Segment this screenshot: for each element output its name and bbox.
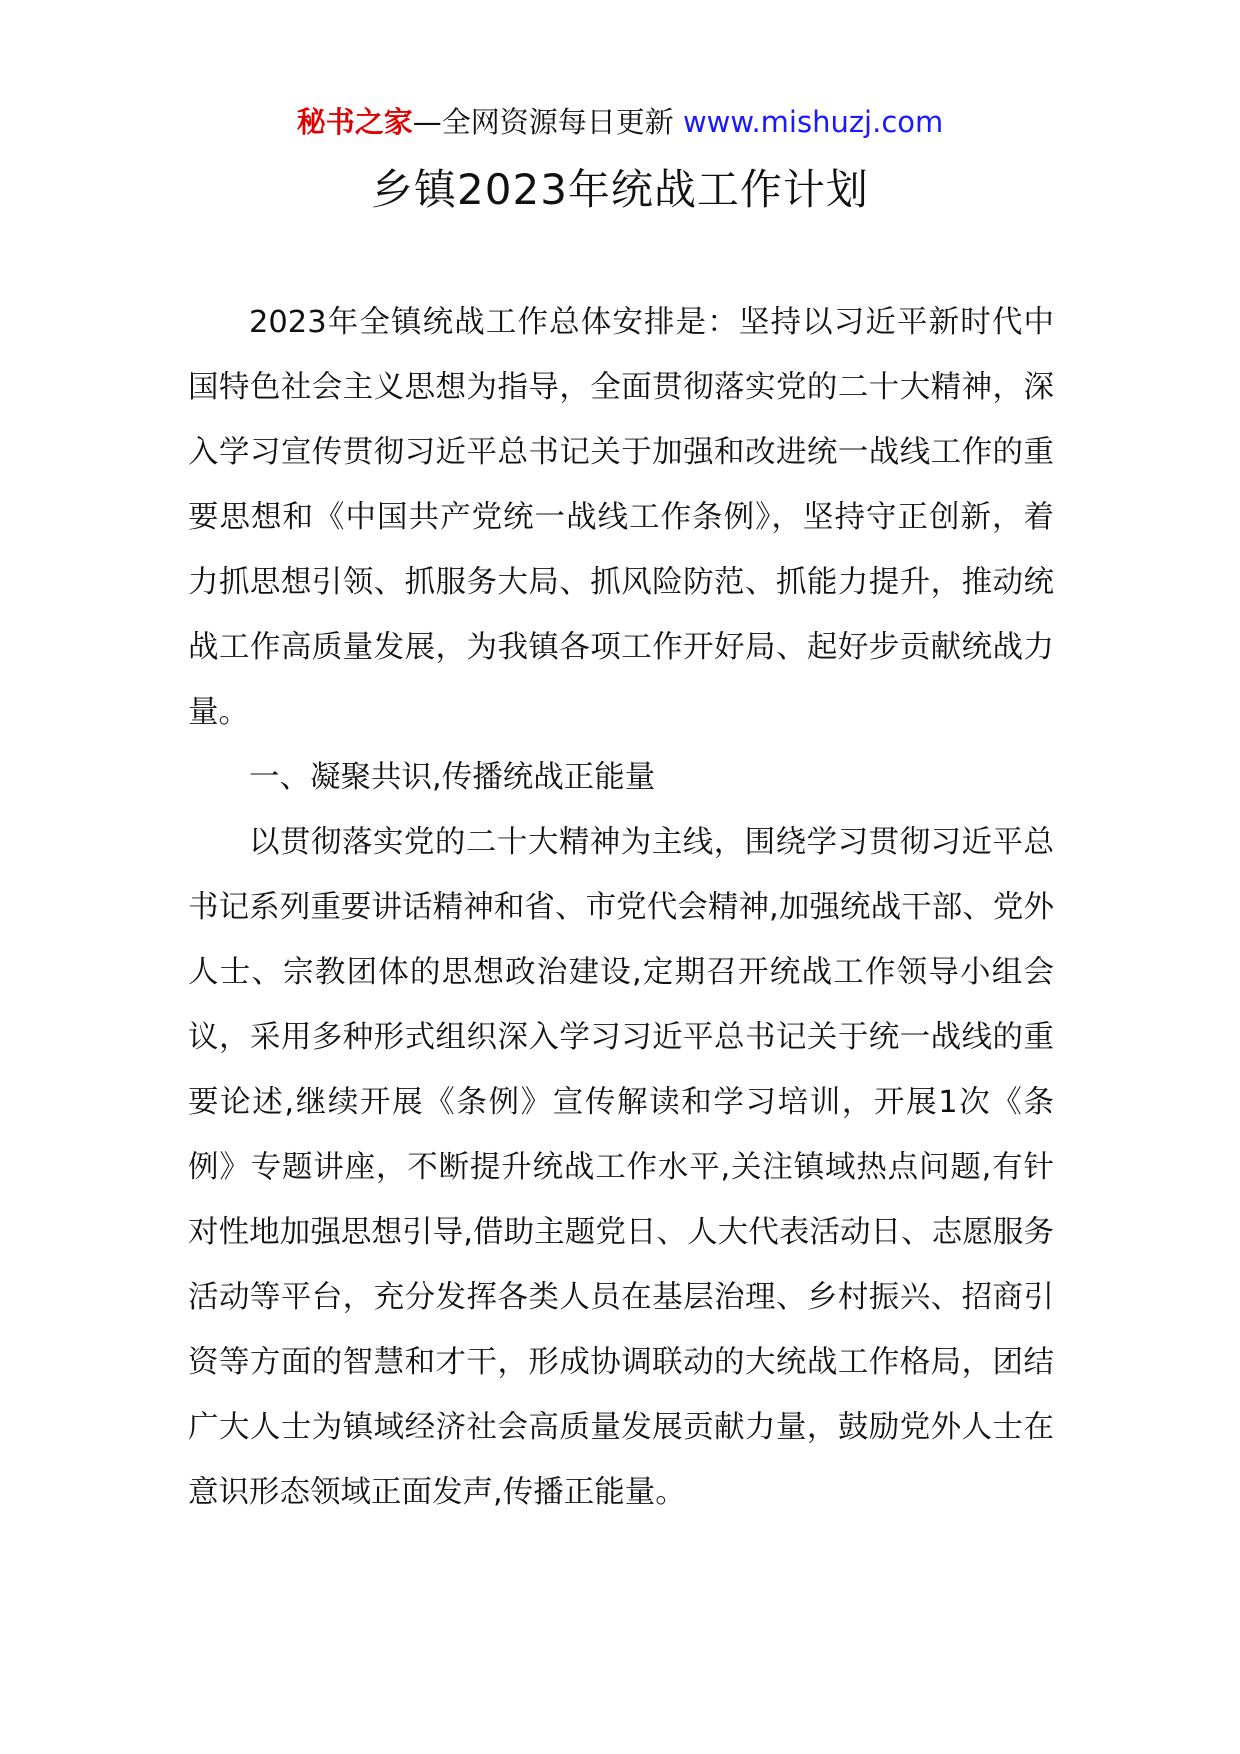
site-header xyxy=(0,102,1240,142)
section-heading: 一、凝聚共识,传播统战正能量 xyxy=(249,760,656,795)
site-url-link[interactable]: www.mishuzj.com xyxy=(682,105,944,139)
site-slogan: —全网资源每日更新 xyxy=(412,105,683,139)
section-paragraph: 以贯彻落实党的二十大精神为主线，围绕学习贯彻习近平总书记系列重要讲话精神和省、市党代会精神,加强统战干部、党外人士、宗教团体的思想政治建设,定期召开统战工作领导小组会议，采用多种形式组织深入学习习近平总书记关于统一战线的重要论述,继续开展《条例》宣传解读和学习培训，开展1次《条例》专题讲座，不断提升统战工作水平,关注镇域热点问题,有针对性地加强思想引导,借助主题党日、人大代表活动日、志愿服务活动等平台，充分发挥各类人员在基层治理、乡村振兴、招商引资等方面的智慧和才干，形成协调联动的大统战工作格局，团结广大人士为镇域经济社会高质量发展贡献力量，鼓励党外人士在意识形态领域正面发声,传播正能量。 xyxy=(188,825,1054,1510)
intro-paragraph: 2023年全镇统战工作总体安排是：坚持以习近平新时代中国特色社会主义思想为指导，全面贯彻落实党的二十大精神，深入学习宣传贯彻习近平总书记关于加强和改进统一战线工作的重要思想和《中国共产党统一战线工作条例》，坚持守正创新，着力抓思想引领、抓服务大局、抓风险防范、抓能力提升，推动统战工作高质量发展，为我镇各项工作开好局、起好步贡献统战力量。 xyxy=(188,305,1054,730)
site-brand: 秘书之家 xyxy=(296,105,413,139)
document-body xyxy=(188,290,1054,1525)
document-title: 乡镇2023年统战工作计划 xyxy=(371,165,869,214)
